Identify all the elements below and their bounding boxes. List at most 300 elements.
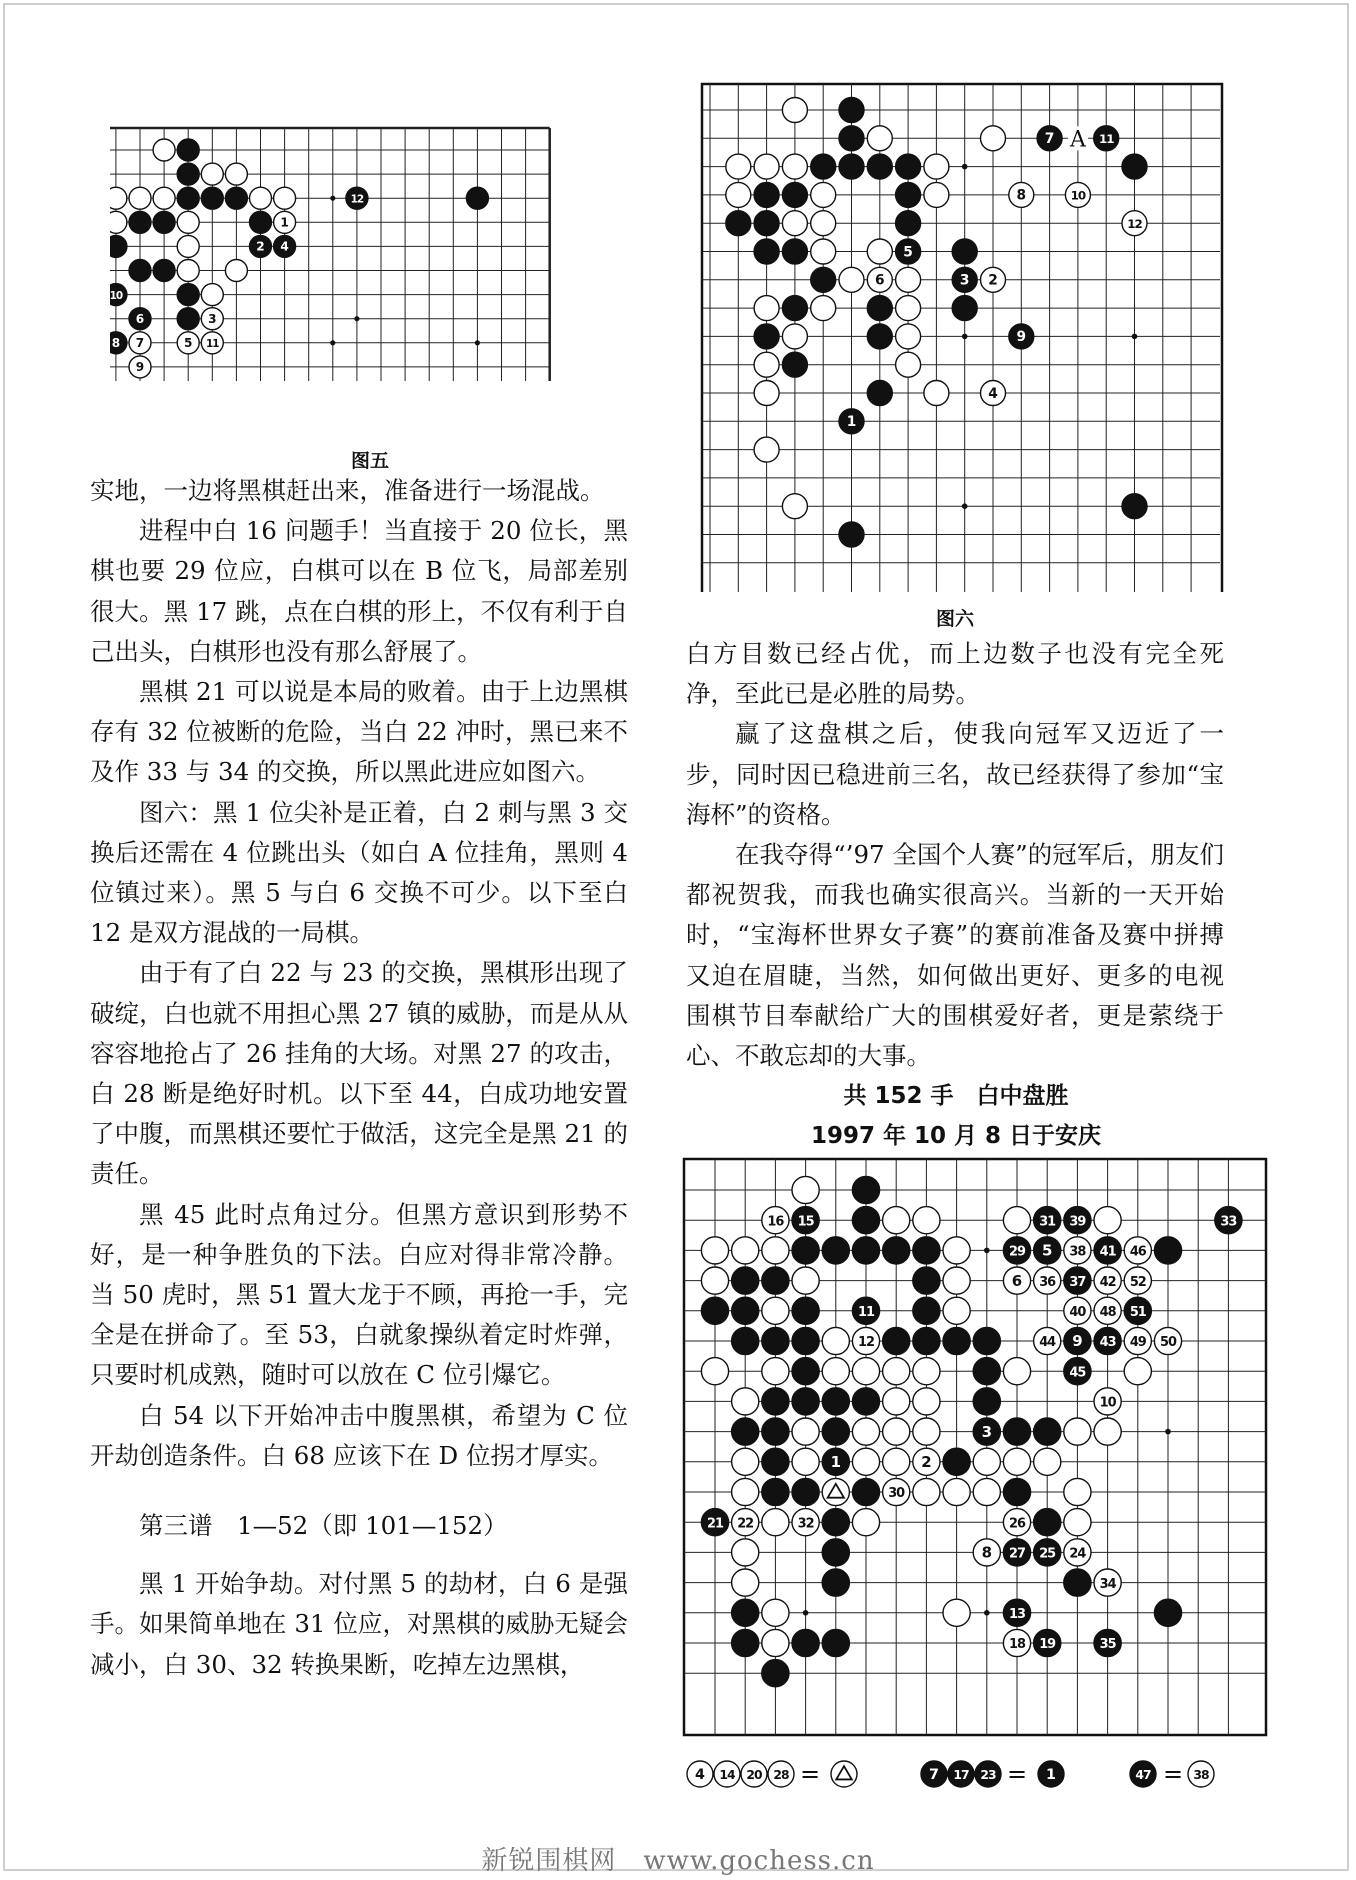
star-point bbox=[354, 316, 359, 321]
figure5-stone bbox=[110, 284, 127, 306]
figure6-stone bbox=[867, 267, 892, 292]
svg-text:12: 12 bbox=[350, 193, 364, 206]
svg-text:31: 31 bbox=[1039, 1214, 1056, 1230]
figure5-stone bbox=[274, 235, 296, 257]
svg-text:51: 51 bbox=[1129, 1304, 1146, 1320]
svg-text:13: 13 bbox=[1009, 1606, 1025, 1622]
figure5-stone bbox=[110, 187, 127, 209]
game-record-stone bbox=[852, 1358, 879, 1385]
game-record-stone bbox=[913, 1388, 940, 1415]
figure5-stone bbox=[250, 187, 272, 209]
game-record-stone bbox=[822, 1388, 849, 1415]
svg-text:23: 23 bbox=[980, 1767, 996, 1782]
game-record-stone bbox=[883, 1388, 910, 1415]
game-record-stone bbox=[822, 1539, 849, 1566]
game-record-stone bbox=[973, 1418, 1000, 1445]
game-record-stone bbox=[762, 1358, 789, 1385]
star-point bbox=[803, 1610, 809, 1616]
svg-text:1: 1 bbox=[1046, 1766, 1056, 1783]
figure6-stone bbox=[811, 154, 836, 179]
star-point bbox=[962, 164, 968, 170]
figure6-stone bbox=[782, 239, 807, 264]
game-record-stone bbox=[732, 1267, 759, 1294]
figure6-stone bbox=[896, 211, 921, 236]
game-record-stone bbox=[973, 1358, 1000, 1385]
game-record-stone bbox=[883, 1448, 910, 1475]
svg-text:34: 34 bbox=[1099, 1576, 1116, 1592]
right-column bbox=[686, 634, 1224, 1076]
figure6-stone bbox=[1122, 494, 1147, 519]
figure5-stone bbox=[177, 211, 199, 233]
right-paragraph-1: 白方目数已经占优，而上边数子也没有完全死净，至此已是必胜的局势。 bbox=[686, 639, 1224, 709]
star-point bbox=[984, 1248, 990, 1254]
figure5-stone bbox=[201, 308, 223, 330]
svg-text:38: 38 bbox=[1069, 1244, 1086, 1260]
figure5-stone bbox=[110, 211, 127, 233]
game-record-stone bbox=[1034, 1327, 1061, 1354]
figure5-stone bbox=[177, 284, 199, 306]
left-column bbox=[90, 471, 628, 1685]
svg-text:2: 2 bbox=[921, 1452, 932, 1471]
figure5-stone bbox=[153, 260, 175, 282]
game-record-stone bbox=[732, 1478, 759, 1505]
game-record-stone bbox=[1034, 1418, 1061, 1445]
legend-equals: = bbox=[799, 1760, 821, 1788]
game-record-stone bbox=[1034, 1448, 1061, 1475]
figure6-stone bbox=[782, 324, 807, 349]
figure5-stone bbox=[129, 211, 151, 233]
figure6-stone bbox=[924, 154, 949, 179]
figure5-stone bbox=[110, 235, 127, 257]
figure5-stone bbox=[177, 332, 199, 354]
svg-text:1: 1 bbox=[846, 414, 857, 431]
svg-text:29: 29 bbox=[1009, 1244, 1025, 1260]
svg-text:14: 14 bbox=[719, 1767, 735, 1782]
figure6-stone bbox=[952, 267, 977, 292]
figure6-stone bbox=[839, 98, 864, 123]
game-record-stone bbox=[1003, 1629, 1030, 1656]
game-record-stone bbox=[1003, 1237, 1030, 1264]
game-record-stone bbox=[792, 1629, 819, 1656]
svg-text:32: 32 bbox=[797, 1516, 814, 1532]
game-record-board bbox=[682, 1157, 1268, 1737]
game-record-stone bbox=[762, 1599, 789, 1626]
game-record-stone bbox=[852, 1509, 879, 1536]
game-record-stone bbox=[913, 1297, 940, 1324]
figure6-stone bbox=[726, 211, 751, 236]
star-point bbox=[962, 503, 968, 509]
game-record-stone bbox=[762, 1509, 789, 1536]
game-record-stone bbox=[883, 1327, 910, 1354]
figure6-stone bbox=[754, 437, 779, 462]
figure5-stone bbox=[177, 260, 199, 282]
game-record-stone bbox=[762, 1267, 789, 1294]
figure5-stone bbox=[250, 235, 272, 257]
game-record-stone bbox=[822, 1418, 849, 1445]
figure6-stone bbox=[726, 182, 751, 207]
figure5-stone bbox=[250, 211, 272, 233]
svg-text:2: 2 bbox=[988, 272, 998, 289]
game-record-stone bbox=[1094, 1629, 1121, 1656]
figure6-stone bbox=[782, 182, 807, 207]
game-record-stone bbox=[762, 1237, 789, 1264]
figure6-stone bbox=[924, 182, 949, 207]
game-record-stone bbox=[913, 1267, 940, 1294]
figure6-stone bbox=[782, 296, 807, 321]
figure5-stone bbox=[225, 163, 247, 185]
game-record-stone bbox=[732, 1237, 759, 1264]
figure6-stone bbox=[896, 324, 921, 349]
game-record-stone bbox=[1034, 1207, 1061, 1234]
game-record-stone bbox=[1154, 1237, 1181, 1264]
right-paragraph-3: 在我夺得“’97 全国个人赛”的冠军后，朋友们都祝贺我，而我也确实很高兴。当新的一天开始时，“宝海杯世界女子赛”的赛前准备及赛中拼搏又迫在眉睫，当然，如何做出更好、更多的电视围棋节目奉献给广大的围棋爱好者，更是萦绕于心、不敢忘却的大事。 bbox=[686, 840, 1224, 1071]
game-record-stone bbox=[1003, 1418, 1030, 1445]
star-point bbox=[330, 340, 335, 345]
game-record-stone bbox=[913, 1448, 940, 1475]
legend-triangle-stone bbox=[831, 1761, 857, 1787]
legend-stone bbox=[1038, 1761, 1064, 1787]
figure6-stone bbox=[754, 352, 779, 377]
game-record-stone bbox=[792, 1478, 819, 1505]
figure5-stone bbox=[177, 235, 199, 257]
game-record-stone bbox=[1003, 1599, 1030, 1626]
svg-text:26: 26 bbox=[1009, 1516, 1025, 1532]
game-record-stone bbox=[1064, 1569, 1091, 1596]
game-record-stone bbox=[822, 1327, 849, 1354]
game-record-stone bbox=[913, 1418, 940, 1445]
svg-text:5: 5 bbox=[183, 335, 193, 350]
figure6-stone bbox=[981, 381, 1006, 406]
game-record-stone bbox=[1003, 1207, 1030, 1234]
figure6-stone bbox=[754, 324, 779, 349]
game-record-stone bbox=[732, 1599, 759, 1626]
game-record-stone bbox=[1094, 1237, 1121, 1264]
game-record-stone bbox=[1064, 1418, 1091, 1445]
svg-text:12: 12 bbox=[858, 1335, 874, 1351]
game-record-stone bbox=[973, 1327, 1000, 1354]
figure6-stone bbox=[1122, 211, 1147, 236]
game-record-stone bbox=[913, 1207, 940, 1234]
figure5-grid bbox=[110, 128, 550, 381]
game-record-stone bbox=[732, 1629, 759, 1656]
figure6-stone bbox=[1065, 182, 1090, 207]
left-paragraph-3: 黑棋 21 可以说是本局的败着。由于上边黑棋存有 32 位被断的危险，当白 22 冲时，黑已来不及作 33 与 34 的交换，所以黑此进应如图六。 bbox=[90, 677, 628, 787]
figure6-stone bbox=[839, 126, 864, 151]
game-record-stone bbox=[883, 1358, 910, 1385]
game-record-stone bbox=[1064, 1237, 1091, 1264]
legend-stone bbox=[714, 1761, 740, 1787]
game-record-stone bbox=[732, 1297, 759, 1324]
game-record-stone bbox=[1124, 1327, 1151, 1354]
game-record-stone bbox=[762, 1418, 789, 1445]
figure6-stone bbox=[811, 182, 836, 207]
svg-text:5: 5 bbox=[903, 244, 913, 261]
legend-stone bbox=[975, 1761, 1001, 1787]
figure5-stone bbox=[177, 308, 199, 330]
figure6-stone bbox=[867, 324, 892, 349]
figure6-stone bbox=[1009, 324, 1034, 349]
svg-text:10: 10 bbox=[1099, 1395, 1116, 1411]
game-record-stone bbox=[943, 1267, 970, 1294]
game-record-stone bbox=[1034, 1629, 1061, 1656]
figure5-stone bbox=[346, 187, 368, 209]
figure6-board bbox=[700, 82, 1230, 592]
svg-text:38: 38 bbox=[1193, 1767, 1209, 1782]
svg-text:3: 3 bbox=[959, 272, 970, 289]
figure6-stone bbox=[811, 239, 836, 264]
figure5-stone bbox=[153, 187, 175, 209]
legend-equals: = bbox=[1162, 1760, 1184, 1788]
game-record-stone bbox=[701, 1509, 728, 1536]
game-record-stone bbox=[732, 1448, 759, 1475]
figure6-stone bbox=[754, 154, 779, 179]
figure5-stone bbox=[274, 211, 296, 233]
figure6-stone bbox=[726, 154, 751, 179]
svg-text:52: 52 bbox=[1129, 1274, 1146, 1290]
game-record-stone bbox=[1124, 1237, 1151, 1264]
game-record-stone bbox=[852, 1418, 879, 1445]
game-record-stone bbox=[1064, 1297, 1091, 1324]
svg-text:4: 4 bbox=[695, 1766, 705, 1783]
game-record-stone bbox=[1003, 1448, 1030, 1475]
figure6-stone bbox=[1122, 154, 1147, 179]
game-record-stone bbox=[1064, 1358, 1091, 1385]
game-record-stone bbox=[1064, 1267, 1091, 1294]
game-record-stone bbox=[1124, 1297, 1151, 1324]
svg-text:41: 41 bbox=[1099, 1244, 1116, 1260]
svg-text:35: 35 bbox=[1099, 1637, 1116, 1653]
game-record-stone bbox=[792, 1388, 819, 1415]
game-record-stone bbox=[1124, 1358, 1151, 1385]
svg-text:48: 48 bbox=[1099, 1304, 1116, 1320]
svg-text:27: 27 bbox=[1009, 1546, 1025, 1562]
figure6-stone bbox=[1094, 126, 1119, 151]
star-point bbox=[330, 196, 335, 201]
game-record-stone bbox=[822, 1629, 849, 1656]
figure6-stone bbox=[754, 239, 779, 264]
figure6-stone bbox=[754, 211, 779, 236]
svg-text:12: 12 bbox=[1127, 216, 1142, 231]
legend-equals: = bbox=[1006, 1760, 1028, 1788]
legend-stone bbox=[1188, 1761, 1214, 1787]
figure6-stone bbox=[981, 126, 1006, 151]
legend-stone bbox=[687, 1761, 713, 1787]
svg-text:37: 37 bbox=[1069, 1274, 1086, 1290]
figure5-board bbox=[110, 118, 640, 428]
game-record-stone bbox=[1003, 1539, 1030, 1566]
legend-stone bbox=[768, 1761, 794, 1787]
site-footer: 新锐围棋网 www.gochess.cn bbox=[481, 1846, 875, 1876]
figure6-stone bbox=[1009, 182, 1034, 207]
game-record-stone bbox=[1003, 1509, 1030, 1536]
svg-text:6: 6 bbox=[1011, 1271, 1023, 1290]
game-record-stone bbox=[1064, 1207, 1091, 1234]
game-record-stone bbox=[701, 1297, 728, 1324]
svg-text:18: 18 bbox=[1009, 1637, 1025, 1653]
figure6-stone bbox=[839, 522, 864, 547]
figure6-stone bbox=[896, 267, 921, 292]
figure6-stone bbox=[782, 154, 807, 179]
left-paragraph-1: 实地，一边将黑棋赶出来，准备进行一场混战。 bbox=[90, 476, 605, 505]
game-record-stone bbox=[1034, 1539, 1061, 1566]
game-record-stone bbox=[1064, 1539, 1091, 1566]
star-point bbox=[475, 340, 480, 345]
game-record-stone bbox=[822, 1478, 849, 1505]
game-record-stone bbox=[852, 1327, 879, 1354]
svg-text:8: 8 bbox=[1016, 187, 1027, 204]
game-record-stone bbox=[1064, 1478, 1091, 1505]
figure6-stone bbox=[839, 409, 864, 434]
svg-text:19: 19 bbox=[1039, 1637, 1056, 1653]
svg-text:11: 11 bbox=[858, 1304, 874, 1320]
game-record-stone bbox=[1094, 1207, 1121, 1234]
svg-text:3: 3 bbox=[981, 1422, 993, 1441]
game-record-stone bbox=[822, 1569, 849, 1596]
game-record-stone bbox=[1003, 1478, 1030, 1505]
game-record-stone bbox=[973, 1478, 1000, 1505]
game-record-stone bbox=[1034, 1237, 1061, 1264]
game-record-stone bbox=[1094, 1327, 1121, 1354]
game-record-stone bbox=[792, 1418, 819, 1445]
figure6-stone bbox=[896, 296, 921, 321]
game-record-stone bbox=[792, 1207, 819, 1234]
figure6-stone bbox=[782, 352, 807, 377]
game-record-stone bbox=[943, 1327, 970, 1354]
game-record-stone bbox=[762, 1207, 789, 1234]
game-record-stone bbox=[762, 1448, 789, 1475]
svg-text:30: 30 bbox=[888, 1486, 905, 1502]
left-paragraph-5: 由于有了白 22 与 23 的交换，黑棋形出现了破绽，白也就不用担心黑 27 镇的威胁，而是从从容容地抢占了 26 挂角的大场。对黑 27 的攻击，白 28 断是绝好时机。以下至 44，白成功地安置了中腹，而黑棋还要忙于做活，这完全是黑 21 的责任。 bbox=[90, 958, 628, 1189]
svg-text:9: 9 bbox=[1072, 1332, 1083, 1351]
svg-text:11: 11 bbox=[1098, 132, 1114, 147]
game-record-stone bbox=[792, 1267, 819, 1294]
legend-stone bbox=[1130, 1761, 1156, 1787]
game-result: 共 152 手 白中盘胜 bbox=[843, 1083, 1069, 1109]
svg-text:10: 10 bbox=[110, 289, 123, 302]
star-point bbox=[1132, 334, 1138, 340]
figure5-caption: 图五 bbox=[350, 450, 389, 472]
svg-text:25: 25 bbox=[1039, 1546, 1056, 1562]
point-label-a: A bbox=[1069, 127, 1086, 153]
game-record-stone bbox=[701, 1358, 728, 1385]
figure6-stone bbox=[754, 182, 779, 207]
figure6-stone bbox=[811, 296, 836, 321]
svg-text:1: 1 bbox=[280, 215, 289, 230]
right-paragraph-2: 赢了这盘棋之后，使我向冠军又迈近了一步，同时因已稳进前三名，故已经获得了参加“宝海杯”的资格。 bbox=[686, 719, 1224, 829]
figure5-stone bbox=[225, 187, 247, 209]
game-record-stone bbox=[792, 1327, 819, 1354]
figure6-stone bbox=[867, 154, 892, 179]
figure6-stone bbox=[896, 239, 921, 264]
game-record-stone bbox=[943, 1448, 970, 1475]
svg-text:11: 11 bbox=[206, 337, 219, 350]
svg-text:24: 24 bbox=[1069, 1546, 1086, 1562]
game-record-stone bbox=[852, 1297, 879, 1324]
svg-text:39: 39 bbox=[1069, 1214, 1086, 1230]
svg-text:7: 7 bbox=[929, 1766, 939, 1783]
figure5-stone bbox=[129, 187, 151, 209]
game-record-stone bbox=[913, 1237, 940, 1264]
svg-text:42: 42 bbox=[1099, 1274, 1116, 1290]
figure6-stone bbox=[782, 211, 807, 236]
legend-stone bbox=[741, 1761, 767, 1787]
game-record-stone bbox=[913, 1327, 940, 1354]
game-record-stone bbox=[792, 1509, 819, 1536]
svg-text:7: 7 bbox=[135, 335, 145, 350]
svg-text:36: 36 bbox=[1039, 1274, 1056, 1290]
game-record-stone bbox=[762, 1660, 789, 1687]
svg-text:10: 10 bbox=[1070, 188, 1086, 203]
game-record-stone bbox=[852, 1207, 879, 1234]
game-record-stone bbox=[913, 1358, 940, 1385]
game-record-stone bbox=[1064, 1509, 1091, 1536]
figure6-stone bbox=[896, 154, 921, 179]
figure5-stone bbox=[177, 187, 199, 209]
figure6-stone bbox=[782, 494, 807, 519]
game-record-stone bbox=[913, 1478, 940, 1505]
game-record-stone bbox=[1215, 1207, 1242, 1234]
game-record-stone bbox=[762, 1297, 789, 1324]
game-record-stone bbox=[762, 1629, 789, 1656]
game-record-stone bbox=[883, 1478, 910, 1505]
svg-text:28: 28 bbox=[773, 1767, 789, 1782]
figure6-stone bbox=[839, 154, 864, 179]
game-record-stone bbox=[1094, 1388, 1121, 1415]
figure5-stone bbox=[201, 284, 223, 306]
game-record-stone bbox=[943, 1297, 970, 1324]
game-record-stone bbox=[973, 1388, 1000, 1415]
left-paragraph-7: 白 54 以下开始冲击中腹黑棋，希望为 C 位开劫创造条件。白 68 应该下在 D 位拐才厚实。 bbox=[90, 1400, 628, 1470]
svg-text:47: 47 bbox=[1135, 1767, 1151, 1782]
game-record-stone bbox=[852, 1478, 879, 1505]
svg-text:43: 43 bbox=[1099, 1335, 1116, 1351]
game-record-stone bbox=[762, 1478, 789, 1505]
left-paragraph-8: 黑 1 开始争劫。对付黑 5 的劫材，白 6 是强手。如果简单地在 31 位应，对黑棋的威胁无疑会减小，白 30、32 转换果断，吃掉左边黑棋， bbox=[90, 1569, 628, 1679]
game-record-stone bbox=[1154, 1599, 1181, 1626]
figure5-stone bbox=[129, 356, 151, 378]
game-record-stone bbox=[852, 1176, 879, 1203]
section-heading: 第三谱 1—52（即 101—152） bbox=[139, 1511, 508, 1541]
game-record-stone bbox=[1003, 1267, 1030, 1294]
game-record-stone bbox=[792, 1448, 819, 1475]
svg-text:6: 6 bbox=[875, 272, 885, 289]
svg-text:4: 4 bbox=[988, 385, 998, 402]
figure6-stone bbox=[839, 267, 864, 292]
figure5-stone bbox=[225, 260, 247, 282]
game-record-stone bbox=[943, 1599, 970, 1626]
star-point bbox=[984, 1610, 990, 1616]
game-record-stone bbox=[732, 1509, 759, 1536]
game-record-stone bbox=[1064, 1327, 1091, 1354]
figure5-stone bbox=[129, 332, 151, 354]
svg-text:5: 5 bbox=[1041, 1241, 1053, 1260]
figure5-stone bbox=[129, 308, 151, 330]
svg-text:1: 1 bbox=[830, 1452, 842, 1471]
svg-text:9: 9 bbox=[135, 360, 145, 375]
game-record-stone bbox=[762, 1388, 789, 1415]
star-point bbox=[962, 334, 968, 340]
svg-text:46: 46 bbox=[1129, 1244, 1146, 1260]
svg-text:20: 20 bbox=[746, 1767, 762, 1782]
figure6-stone bbox=[754, 381, 779, 406]
figure5-stone bbox=[177, 139, 199, 161]
game-record-stone bbox=[792, 1237, 819, 1264]
game-record-stone bbox=[883, 1207, 910, 1234]
figure5-stone bbox=[201, 163, 223, 185]
figure5-stone bbox=[129, 260, 151, 282]
svg-text:6: 6 bbox=[135, 311, 145, 326]
svg-text:50: 50 bbox=[1160, 1335, 1176, 1351]
